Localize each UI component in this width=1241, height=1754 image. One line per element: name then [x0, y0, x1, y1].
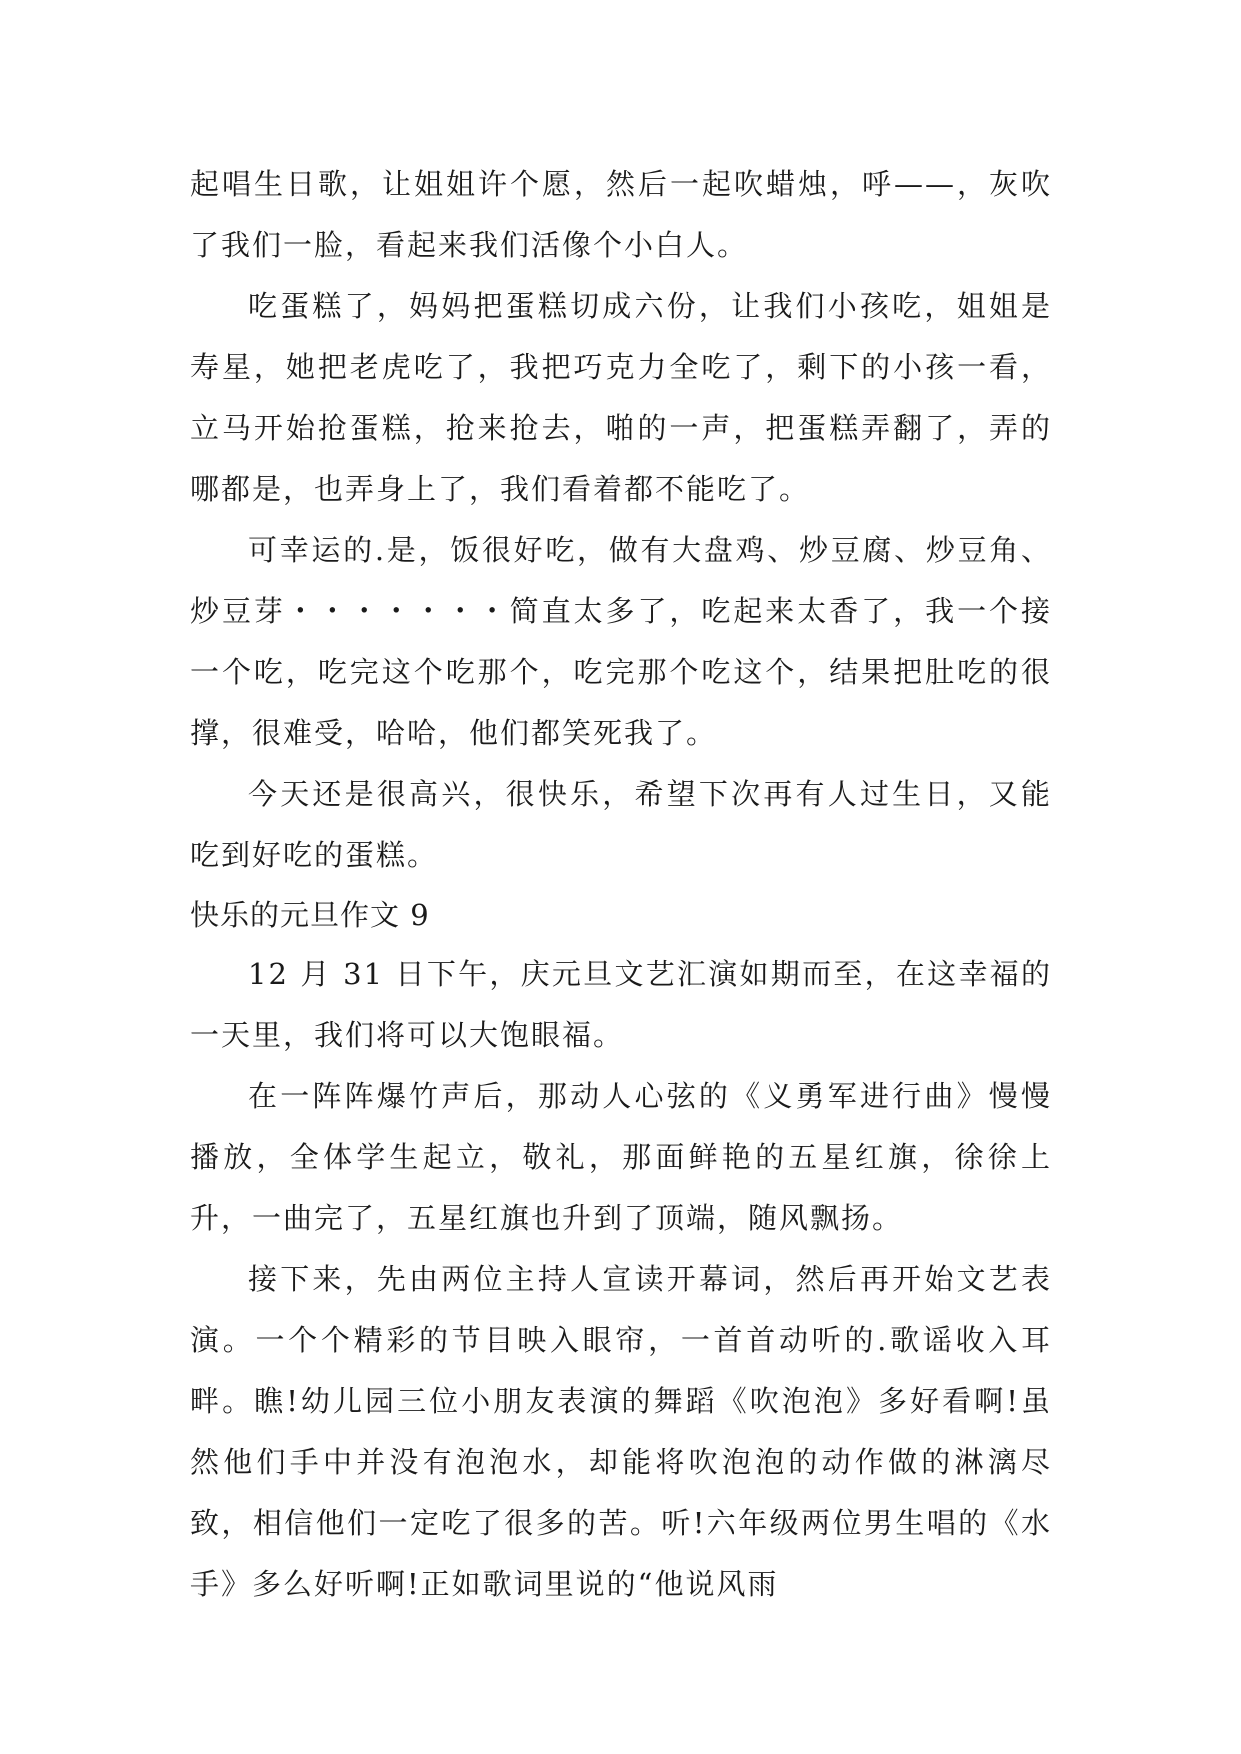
paragraph: 12 月 31 日下午，庆元旦文艺汇演如期而至，在这幸福的一天里，我们将可以大饱眼福。	[190, 957, 1052, 1052]
paragraph-continued: 起唱生日歌，让姐姐许个愿，然后一起吹蜡烛，呼——，灰吹了我们一脸，看起来我们活像个小白人。	[190, 167, 1052, 262]
paragraph: 吃蛋糕了，妈妈把蛋糕切成六份，让我们小孩吃，姐姐是寿星，她把老虎吃了，我把巧克力全吃了，剩下的小孩一看，立马开始抢蛋糕，抢来抢去，啪的一声，把蛋糕弄翻了，弄的哪都是，也弄身上了，我们看着都不能吃了。	[190, 289, 1052, 506]
paragraph: 今天还是很高兴，很快乐，希望下次再有人过生日，又能吃到好吃的蛋糕。	[190, 777, 1052, 872]
paragraph: 可幸运的.是，饭很好吃，做有大盘鸡、炒豆腐、炒豆角、炒豆芽・・・・・・・简直太多了，吃起来太香了，我一个接一个吃，吃完这个吃那个，吃完那个吃这个，结果把肚吃的很撑，很难受，哈哈，他们都笑死我了。	[190, 533, 1052, 750]
paragraph: 在一阵阵爆竹声后，那动人心弦的《义勇军进行曲》慢慢播放，全体学生起立，敬礼，那面鲜艳的五星红旗，徐徐上升，一曲完了，五星红旗也升到了顶端，随风飘扬。	[190, 1079, 1052, 1235]
paragraph: 接下来，先由两位主持人宣读开幕词，然后再开始文艺表演。一个个精彩的节目映入眼帘，一首首动听的.歌谣收入耳畔。瞧!幼儿园三位小朋友表演的舞蹈《吹泡泡》多好看啊!虽然他们手中并没有泡泡水，却能将吹泡泡的动作做的淋漓尽致，相信他们一定吃了很多的苦。听!六年级两位男生唱的《水手》多么好听啊!正如歌词里说的“他说风雨	[190, 1262, 1052, 1601]
section-title: 快乐的元旦作文 9	[190, 898, 430, 932]
document-body	[190, 154, 1052, 1615]
